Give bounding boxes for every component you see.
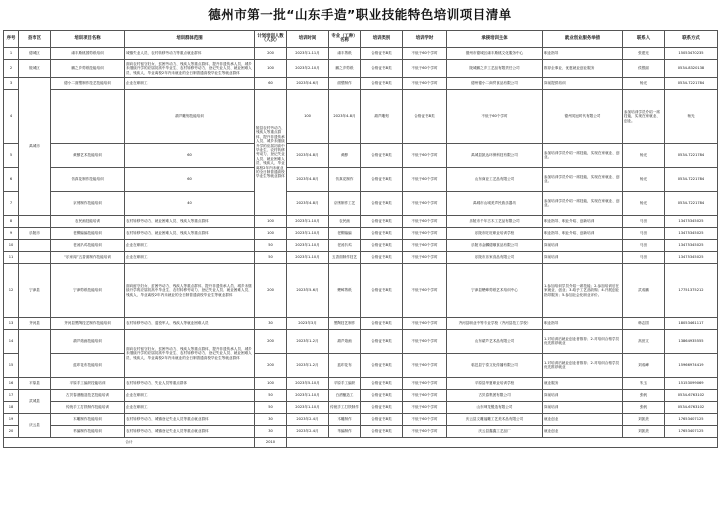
table-cell: 木雕制作技能培训	[51, 413, 125, 425]
table-cell: 不低于60个学时	[403, 227, 447, 239]
table-cell: 庆云县文雕福雕工艺美术品有限公司	[447, 413, 543, 425]
table-cell: 0534-7221784	[665, 143, 718, 167]
table-cell: 黑陶技艺制作	[329, 317, 361, 329]
table-cell: 30	[255, 425, 287, 437]
table-cell: 18	[4, 401, 19, 413]
table-cell: 合格证书B类	[361, 251, 403, 263]
table-cell: 面向农村留守妇女、贫困劳动力、残疾人等重点群体，提升非遗传承人员、城乡未继续升学的应届初高中毕业生、农村转移劳动力、登记失业人员、就业困难人员、残疾人、毕业离校2年内未就业的全日制普通高校毕业生等就业群体	[125, 329, 255, 377]
table-cell: 葫芦雕刻	[361, 90, 403, 144]
table-row	[4, 143, 718, 167]
table-cell: 100	[255, 227, 287, 239]
table-cell: 鹏之乡剪纸技能培训	[51, 60, 125, 78]
table-cell: 13475345025	[665, 227, 718, 239]
table-cell: 葫芦烙画	[329, 329, 361, 353]
table-cell: 企业在职职工	[125, 401, 255, 413]
table-cell: 合格证书B类	[361, 215, 403, 227]
table-cell: 陵县农村劳动力、残疾人等重点群体，提升非遗传承人员、城乡未继续升学的应届初高中毕业生、农村转移劳动力、登记失业人员、就业困难人员、残疾人、毕业离校2年内未就业的全日制普通高校毕业生等就业群体	[255, 90, 287, 216]
table-cell: 合格证书B类	[361, 60, 403, 78]
table-cell: 苇编制作	[329, 425, 361, 437]
table-cell: 1.对培训后就业创业者推荐；2.对培训合格学员优先推荐就业	[543, 353, 623, 377]
table-cell: 德州英冠时代有限公司	[543, 90, 623, 144]
header-cell: 培训学时	[403, 31, 447, 48]
table-cell: 合格证书B类	[361, 239, 403, 251]
table-cell: 陵城区	[19, 60, 51, 78]
table-cell: 面塑制作	[329, 78, 361, 90]
table-cell: 禹城市	[19, 78, 51, 216]
table-row	[4, 227, 718, 239]
table-row	[4, 239, 718, 251]
table-cell: 5	[4, 143, 19, 167]
table-cell: 就业创业	[543, 425, 623, 437]
header-cell: 培训时间	[287, 31, 329, 48]
table-cell: 岗前培训	[543, 251, 623, 263]
table-cell: 武成鹏	[623, 263, 665, 317]
total-blank	[287, 437, 718, 447]
table-cell: 仿真花制作技能培训	[51, 167, 125, 191]
table-cell: 2023年5-6月	[287, 263, 329, 317]
table-cell: 张建光	[623, 48, 665, 60]
table-cell: 15153099069	[665, 377, 718, 389]
header-cell: 承接培训主体	[447, 31, 543, 48]
table-cell: 15966974419	[665, 353, 718, 377]
table-cell: 山东葫芦艺术品有限公司	[447, 329, 543, 353]
table-row	[4, 78, 718, 90]
table-cell: 17653407125	[665, 425, 718, 437]
table-cell: 19	[4, 413, 19, 425]
table-cell: 农村转移劳动力、就业困难人员、残疾人等重点群体	[125, 227, 255, 239]
header-cell: 序号	[4, 31, 19, 48]
table-cell: 乐陵市金麟德顺食品有限公司	[447, 239, 543, 251]
table-cell: 德州市德城区虞丰斯桃文化服务中心	[447, 48, 543, 60]
table-cell: 合格证书B类	[361, 329, 403, 353]
table-cell: 2023年4-6月	[287, 78, 329, 90]
table-cell: 禹城县凯达环保科技有限公司	[447, 143, 543, 167]
table-cell	[19, 239, 51, 251]
table-cell: 不低于60个学时	[403, 251, 447, 263]
table-cell: 16	[4, 377, 19, 389]
total-count: 2010	[255, 437, 287, 447]
table-cell: 15053470235	[665, 48, 718, 60]
table-row	[4, 90, 718, 144]
table-cell: 合格证书B类	[361, 353, 403, 377]
table-cell: 虞丰剪纸	[329, 48, 361, 60]
table-cell: 齐河县职业中等专业学校（齐河县技工学校）	[447, 317, 543, 329]
table-cell: 葫芦烙画技能培训	[51, 329, 125, 353]
header-cell: 专业（工种）名称	[329, 31, 361, 48]
table-cell: 2023年1-2月	[287, 329, 329, 353]
table-cell: 武城县	[19, 389, 51, 413]
table-cell: 山东商亚工艺品有限公司	[447, 167, 543, 191]
table-cell: 17653407125	[665, 413, 718, 425]
table-cell: 2023年1-11月	[287, 48, 329, 60]
table-cell: 齐河县	[19, 317, 51, 329]
table-cell: 推荐企事业、优惠就业创业服务	[543, 60, 623, 78]
table-row	[4, 377, 718, 389]
table-cell: 岗前培训	[543, 401, 623, 413]
table-cell: 京绣制作工艺	[329, 191, 361, 215]
table-cell: 仿真花制作	[329, 167, 361, 191]
table-cell: 德小二面塑制作技艺技能培训	[51, 78, 125, 90]
table-cell: 50	[255, 251, 287, 263]
table-cell: 蓝印花布技能培训	[51, 353, 125, 377]
table-cell: 0534-8320138	[665, 60, 718, 78]
table-cell: 德城区	[19, 48, 51, 60]
table-cell: 6	[4, 167, 19, 191]
table-cell: 不低于60个学时	[403, 215, 447, 227]
table-cell: 50	[255, 401, 287, 413]
table-cell: 不低于60个学时	[403, 401, 447, 413]
table-cell: 合格证书B类	[361, 227, 403, 239]
table-cell: 宁津县蟋蟀剪纸艺术培训中心	[447, 263, 543, 317]
table-cell: 60	[125, 167, 255, 191]
table-cell: 白酒酿造工	[329, 389, 361, 401]
table-cell: 参加培训学员介绍一席技能，实现在家就业、创业。	[543, 143, 623, 167]
table-cell: 2023年1-10月	[287, 239, 329, 251]
table-cell	[19, 329, 51, 377]
table-cell: 老柳编编技能培训	[51, 227, 125, 239]
table-cell: 职业指导、职业介绍、创新培训	[543, 227, 623, 239]
table-cell: 企业在职职工	[125, 251, 255, 263]
table-cell: 2023年5-10月	[287, 377, 329, 389]
table-cell: 合格证书B类	[361, 377, 403, 389]
table-cell: 刘成峰	[623, 353, 665, 377]
table-cell: 13475345025	[665, 239, 718, 251]
table-cell: 12	[4, 263, 19, 317]
header-cell: 就业创业服务举措	[543, 31, 623, 48]
table-row	[4, 413, 718, 425]
table-cell	[51, 90, 125, 144]
table-cell: 4	[4, 90, 19, 144]
table-cell: 200	[255, 263, 287, 317]
table-cell: 200	[255, 329, 287, 353]
table-cell: 60	[255, 78, 287, 90]
table-cell: 不低于60个学时	[403, 353, 447, 377]
table-cell: 侯银丽	[623, 60, 665, 78]
table-row	[4, 329, 718, 353]
table-cell: 2023年1-10月	[287, 227, 329, 239]
table-cell: 苇编制作技能培训	[51, 425, 125, 437]
table-cell: 岗前提供培训	[543, 78, 623, 90]
table-cell: 蟋蟀剪纸	[329, 263, 361, 317]
table-cell: 2023年3月	[287, 317, 329, 329]
table-cell: 乐陵市乐家食品有限公司	[447, 251, 543, 263]
table-cell: 面向留守妇女、贫困劳动力、残疾人等重点群体，提升非遗传承人员、城乡未继续升学的应届初高中毕业生、农村转移劳动力、登记失业人员、就业困难人员、残疾人、毕业离校2年内未就业的全日制普通高校毕业生等就业群体	[125, 263, 255, 317]
table-cell: 职业指导	[543, 48, 623, 60]
table-cell: 杨光	[665, 90, 718, 144]
table-cell: 0534-6763102	[665, 401, 718, 413]
table-cell: 高世文	[623, 329, 665, 353]
table-cell: 不低于60个学时	[403, 425, 447, 437]
header-cell: 计划培训人数（人次）	[255, 31, 287, 48]
table-cell: 合格证书B类	[361, 263, 403, 317]
table-cell: 庆云县鑫鑫工艺品厂	[447, 425, 543, 437]
table-cell: 马田	[623, 215, 665, 227]
table-cell: 临邑县宁泰文化传播有限公司	[447, 353, 543, 377]
table-cell: 就业创业	[543, 413, 623, 425]
table-cell: 就业服务	[543, 377, 623, 389]
table-cell	[19, 215, 51, 227]
table-cell: 平原县	[19, 377, 51, 389]
table-cell: 不低于60个学时	[403, 239, 447, 251]
table-cell: 平原手工编织技能培训	[51, 377, 125, 389]
table-cell	[19, 251, 51, 263]
table-cell: 0534-6763102	[665, 389, 718, 401]
table-cell: 1	[4, 48, 19, 60]
table-cell: 不低于60个学时	[447, 90, 543, 144]
table-row	[4, 425, 718, 437]
table-cell: 张帆	[623, 389, 665, 401]
header-row	[4, 31, 718, 48]
table-cell: 职业指导	[543, 317, 623, 329]
table-cell: 100	[255, 215, 287, 227]
table-cell: 陵城鹏之乡工艺品有限责任公司	[447, 60, 543, 78]
table-cell: 老汤扒鸡	[329, 239, 361, 251]
table-cell: 德州德小二商贸食品有限公司	[447, 78, 543, 90]
table-cell: 马田	[623, 227, 665, 239]
table-cell: 农民画技能培训	[51, 215, 125, 227]
table-row	[4, 48, 718, 60]
table-cell: 宁津县	[19, 263, 51, 317]
table-cell: 2023年1-10月	[287, 251, 329, 263]
table-cell: 0534-7221784	[665, 78, 718, 90]
table-cell: 农村转移劳动力、城镇登记失业人员等重点就业群体	[125, 425, 255, 437]
table-cell: 京绣制作技能培训	[51, 191, 125, 215]
table-cell: 传统手工打铁制作技能培训	[51, 401, 125, 413]
table-cell: 不低于60个学时	[403, 60, 447, 78]
table-row	[4, 191, 718, 215]
table-cell: 8	[4, 215, 19, 227]
table-cell: 合格证书B类	[361, 191, 403, 215]
table-cell: 100	[255, 60, 287, 78]
table-cell: 马田	[623, 251, 665, 263]
table-cell: 参加培训学员介绍一席技能，实现在家就业、创业。	[543, 191, 623, 215]
table-cell: 9	[4, 227, 19, 239]
table-cell: 不低于60个学时	[403, 191, 447, 215]
table-cell: 参加培训学员介绍一席技能，实现在家就业、创业。	[543, 167, 623, 191]
table-cell: 面向农村留守妇女、贫困劳动力、残疾人等重点群体，提升非遗传承人员、城乡未继续升学的应届初高中毕业生、农村转移劳动力、登记失业人员、就业困难人员、残疾人、毕业离校2年内未就业的全日制普通高校毕业生等就业群体	[125, 60, 255, 78]
table-cell: 宁津剪纸技能培训	[51, 263, 125, 317]
table-cell: 张帆	[623, 401, 665, 413]
table-cell: 13864935555	[665, 329, 718, 353]
table-cell: 平原县华夏职业培训学校	[447, 377, 543, 389]
table-row	[4, 401, 718, 413]
table-cell: 30	[255, 317, 287, 329]
table-cell: 1.参加培训学员介绍一席技能；2.参加培训后在家就业、创业；3.给予工艺品收购；4.开展创业指导服务；5.参加社会化职业评价。	[543, 263, 623, 317]
table-cell: 3	[4, 78, 19, 90]
table-cell: 农民画	[329, 215, 361, 227]
table-cell: 1.对培训后就业创业者推荐；2.对培训合格学员优先推荐就业	[543, 329, 623, 353]
table-cell: 齐河县黑陶技艺制作技能培训	[51, 317, 125, 329]
table-cell: 刘凯美	[623, 425, 665, 437]
table-cell: 7	[4, 191, 19, 215]
table-cell: 不低于60个学时	[403, 317, 447, 329]
table-cell: 城镇失业人员、农村转移劳动力等重点就业群体	[125, 48, 255, 60]
table-cell: 2023年4-8月	[287, 167, 329, 191]
table-cell: 农村转移劳动力、退役军人、残疾人等就业困难人员	[125, 317, 255, 329]
header-cell: 联系方式	[665, 31, 718, 48]
table-cell: 鹏之乡剪纸	[329, 60, 361, 78]
header-cell: 县市区	[19, 31, 51, 48]
table-row	[4, 60, 718, 78]
table-cell: 朱玉	[623, 377, 665, 389]
total-row	[4, 437, 718, 447]
table-cell: 0534-7221784	[665, 191, 718, 215]
table-cell: 不低于60个学时	[403, 413, 447, 425]
table-cell: 14	[4, 329, 19, 353]
table-cell: 农村转移劳动力、城镇登记失业人员等重点就业群体	[125, 413, 255, 425]
table-cell: 18053461117	[665, 317, 718, 329]
table-cell: 合格证书B类	[361, 78, 403, 90]
table-cell: 合格证书B类	[361, 401, 403, 413]
table-cell: 10	[4, 239, 19, 251]
table-cell: 合格证书B类	[361, 317, 403, 329]
table-cell: 不低于60个学时	[403, 263, 447, 317]
table-cell: 乐陵市旺旺职业培训学校	[447, 227, 543, 239]
table-row	[4, 263, 718, 317]
table-cell: 企业在职职工	[125, 239, 255, 251]
table-cell: 老汤扒鸡技能培训	[51, 239, 125, 251]
table-cell: 虞丰斯桃园剪纸培训	[51, 48, 125, 60]
table-cell: 葫芦雕刻技能培训	[125, 90, 255, 144]
table-row	[4, 389, 718, 401]
table-cell: 庆云县	[19, 413, 51, 437]
table-cell: 杨光	[623, 78, 665, 90]
table-cell: 2023年1-2月	[287, 353, 329, 377]
total-label: 合计	[4, 437, 255, 447]
table-cell: 岗前培训	[543, 239, 623, 251]
table-cell: 杨光	[623, 143, 665, 167]
table-cell: 马田	[623, 239, 665, 251]
table-cell: 韩志国	[623, 317, 665, 329]
table-row	[4, 251, 718, 263]
header-cell: 培训类别	[361, 31, 403, 48]
table-cell: 合格证书B类	[361, 389, 403, 401]
table-cell: 2023年4-8月	[287, 143, 329, 167]
table-cell: 15	[4, 353, 19, 377]
table-cell: 古贝春集团有限公司	[447, 389, 543, 401]
table-cell: 60	[125, 143, 255, 167]
table-cell: 合格证书B类	[361, 48, 403, 60]
table-cell: 不低于60个学时	[403, 143, 447, 167]
table-cell: 黄酵	[329, 143, 361, 167]
table-cell: 200	[255, 48, 287, 60]
table-cell: 17	[4, 389, 19, 401]
table-cell: 2023年1-10月	[287, 401, 329, 413]
table-cell: 30	[255, 413, 287, 425]
table-cell: 乐陵市千年古木工艺品有限公司	[447, 215, 543, 227]
table-cell: 2023年1-10月	[287, 215, 329, 227]
table-row	[4, 353, 718, 377]
table-cell: 2023年2-4月	[287, 425, 329, 437]
table-cell: 蓝印花布	[329, 353, 361, 377]
header-cell: 培训群体范围	[125, 31, 255, 48]
table-cell: 13	[4, 317, 19, 329]
table-cell: 不低于60个学时	[403, 377, 447, 389]
table-cell: 禹城市山城美声民族乐器坊	[447, 191, 543, 215]
table-cell: 40	[125, 191, 255, 215]
table-cell: 职业指导、职业介绍、创新培训	[543, 215, 623, 227]
table-cell: 100	[255, 377, 287, 389]
table-cell: 不低于60个学时	[403, 167, 447, 191]
table-cell: 参加培训学员介绍一席技能，实现在家就业、创业。	[623, 90, 665, 144]
header-cell: 培训项目名称	[51, 31, 125, 48]
table-cell: 20	[4, 425, 19, 437]
table-cell: 13475345025	[665, 215, 718, 227]
table-cell: 13475345025	[665, 251, 718, 263]
table-row	[4, 215, 718, 227]
table-cell: “乐家闻”五香面制作技能培训	[51, 251, 125, 263]
table-cell: 11	[4, 251, 19, 263]
table-cell: 不低于60个学时	[403, 78, 447, 90]
header-cell: 联系人	[623, 31, 665, 48]
table-cell: 0534-7221784	[665, 167, 718, 191]
table-cell: 农村转移劳动力、就业困难人员、残疾人等重点群体	[125, 215, 255, 227]
table-cell: 农村转移劳动力、失业人员等重点群体	[125, 377, 255, 389]
table-cell: 合格证书B类	[403, 90, 447, 144]
table-cell: 50	[255, 239, 287, 251]
table-row	[4, 167, 718, 191]
table-cell: 合格证书B类	[361, 425, 403, 437]
table-cell: 2023年4-8月	[329, 90, 361, 144]
project-table	[3, 30, 718, 448]
table-cell: 传统手工打铁制作	[329, 401, 361, 413]
table-row	[4, 317, 718, 329]
table-cell: 黄酵艺术技能培训	[51, 143, 125, 167]
table-cell: 2023年2-10月	[287, 60, 329, 78]
table-cell: 岗前培训	[543, 389, 623, 401]
table-cell: 五香面制作技艺	[329, 251, 361, 263]
table-cell: 2023年1-10月	[287, 389, 329, 401]
table-cell: 企业在职职工	[125, 78, 255, 90]
table-cell: 乐陵市	[19, 227, 51, 239]
table-cell: 不低于60个学时	[403, 48, 447, 60]
table-cell: 2023年2-4月	[287, 413, 329, 425]
page-title: 德州市第一批“山东手造”职业技能特色培训项目清单	[208, 7, 512, 22]
table-cell: 50	[255, 389, 287, 401]
table-cell: 2023年4-8月	[287, 191, 329, 215]
table-cell: 古贝春酒酿造技艺技能培训	[51, 389, 125, 401]
table-cell: 合格证书B类	[361, 167, 403, 191]
table-cell: 木雕制作	[329, 413, 361, 425]
table-cell: 合格证书B类	[361, 143, 403, 167]
table-cell: 企业在职职工	[125, 389, 255, 401]
table-cell: 刘凯美	[623, 413, 665, 425]
table-cell: 合格证书B类	[361, 413, 403, 425]
table-cell: 杨光	[623, 167, 665, 191]
table-cell: 2	[4, 60, 19, 78]
table-cell: 不低于60个学时	[403, 329, 447, 353]
table-cell: 杨光	[623, 191, 665, 215]
table-cell: 200	[255, 353, 287, 377]
table-cell: 老柳编编	[329, 227, 361, 239]
table-cell: 平原手工编织	[329, 377, 361, 389]
table-cell: 山东坤龙锻造有限公司	[447, 401, 543, 413]
table-cell: 100	[287, 90, 329, 144]
table-cell: 不低于60个学时	[403, 389, 447, 401]
table-cell: 17751375212	[665, 263, 718, 317]
